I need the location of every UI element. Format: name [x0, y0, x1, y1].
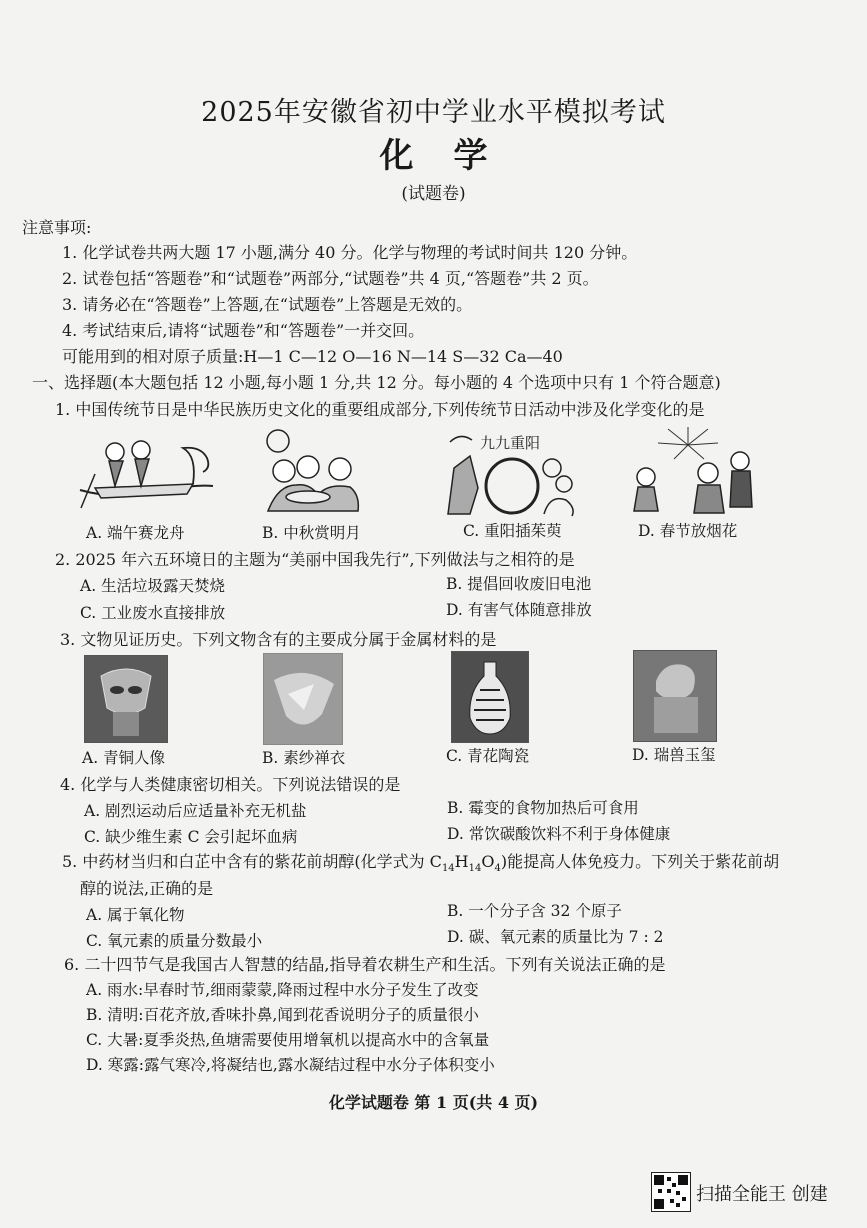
atomic-masses: 可能用到的相对原子质量:H—1 C—12 O—16 N—14 S—32 Ca—40 [62, 347, 563, 366]
option-d: D. 碳、氧元素的质量比为 7 : 2 [447, 928, 664, 946]
notice-heading: 注意事项: [22, 218, 92, 237]
option-a: A. 剧烈运动后应适量补充无机盐 [84, 802, 307, 820]
option-a: A. 青铜人像 [82, 749, 166, 767]
option-a: A. 雨水:早春时节,细雨蒙蒙,降雨过程中水分子发生了改变 [86, 981, 479, 999]
page-footer: 化学试题卷 第 1 页(共 4 页) [328, 1093, 539, 1112]
option-a: A. 生活垃圾露天焚烧 [80, 577, 226, 595]
question-stem: 3. 文物见证历史。下列文物含有的主要成分属于金属材料的是 [60, 630, 497, 649]
image-caption: 九九重阳 [480, 434, 541, 452]
option-c: C. 氧元素的质量分数最小 [86, 932, 263, 950]
notice-item: 3. 请务必在“答题卷”上答题,在“试题卷”上答题是无效的。 [62, 295, 473, 314]
jade-seal-photo [633, 650, 717, 742]
question-stem [62, 849, 779, 874]
option-b: B. 素纱禅衣 [262, 749, 346, 767]
stem-text: 5. 中药材当归和白芷中含有的紫花前胡醇(化学式为 C [62, 852, 442, 871]
option-c: C. 工业废水直接排放 [80, 604, 226, 622]
question-stem-continued: 醇的说法,正确的是 [80, 879, 214, 898]
option-d: D. 常饮碳酸饮料不利于身体健康 [447, 825, 671, 843]
option-a: A. 属于氧化物 [86, 906, 185, 924]
dragon-boat-image [75, 428, 215, 516]
formula-subscript: 14 [468, 863, 482, 875]
option-b: B. 中秋赏明月 [262, 524, 361, 542]
option-c: C. 青花陶瓷 [446, 747, 530, 765]
firework-image [628, 425, 758, 517]
formula-subscript: 4 [494, 863, 501, 875]
formula-element: O [481, 852, 495, 871]
option-b: B. 提倡回收废旧电池 [446, 575, 592, 593]
double-ninth-image [440, 428, 580, 518]
section-heading: 一、选择题(本大题包括 12 小题,每小题 1 分,共 12 分。每小题的 4 个选项中只有 1 个符合题意) [32, 373, 721, 392]
formula-subscript: 14 [441, 863, 455, 875]
silk-robe-photo [263, 653, 343, 745]
option-d: D. 有害气体随意排放 [446, 601, 592, 619]
option-d: D. 春节放烟花 [638, 522, 738, 540]
notice-item: 2. 试卷包括“答题卷”和“试题卷”两部分,“试题卷”共 4 页,“答题卷”共 2 页。 [62, 269, 599, 288]
option-d: D. 瑞兽玉玺 [632, 746, 716, 764]
option-c: C. 缺少维生素 C 会引起坏血病 [84, 828, 298, 846]
notice-item: 4. 考试结束后,请将“试题卷”和“答题卷”一并交回。 [62, 321, 425, 340]
option-d: D. 寒露:露气寒冷,将凝结也,露水凝结过程中水分子体积变小 [86, 1056, 495, 1074]
mid-autumn-image [248, 425, 368, 517]
option-b: B. 霉变的食物加热后可食用 [447, 799, 639, 817]
option-c: C. 大暑:夏季炎热,鱼塘需要使用增氧机以提高水中的含氧量 [86, 1031, 490, 1049]
scanner-watermark: 扫描全能王 创建 [696, 1184, 828, 1205]
stem-text: )能提高人体免疫力。下列关于紫花前胡 [500, 852, 780, 871]
question-stem: 2. 2025 年六五环境日的主题为“美丽中国我先行”,下列做法与之相符的是 [55, 550, 575, 569]
porcelain-vase-photo [451, 651, 529, 743]
option-b: B. 一个分子含 32 个原子 [447, 902, 622, 920]
bronze-statue-photo [84, 655, 168, 743]
formula-element: H [454, 852, 469, 871]
question-stem: 6. 二十四节气是我国古人智慧的结晶,指导着农耕生产和生活。下列有关说法正确的是 [64, 955, 666, 974]
subject-title: 化学 [379, 136, 528, 176]
notice-item: 1. 化学试卷共两大题 17 小题,满分 40 分。化学与物理的考试时间共 120 分钟。 [62, 243, 638, 262]
option-c: C. 重阳插茱萸 [463, 522, 562, 540]
question-stem: 4. 化学与人类健康密切相关。下列说法错误的是 [60, 775, 401, 794]
option-b: B. 清明:百花齐放,香味扑鼻,闻到花香说明分子的质量很小 [86, 1006, 479, 1024]
option-a: A. 端午赛龙舟 [86, 524, 185, 542]
paper-type: (试题卷) [401, 184, 466, 204]
question-stem: 1. 中国传统节日是中华民族历史文化的重要组成部分,下列传统节日活动中涉及化学变化的是 [55, 400, 705, 419]
qr-code-icon [651, 1172, 691, 1212]
exam-title: 2025年安徽省初中学业水平模拟考试 [201, 97, 666, 128]
